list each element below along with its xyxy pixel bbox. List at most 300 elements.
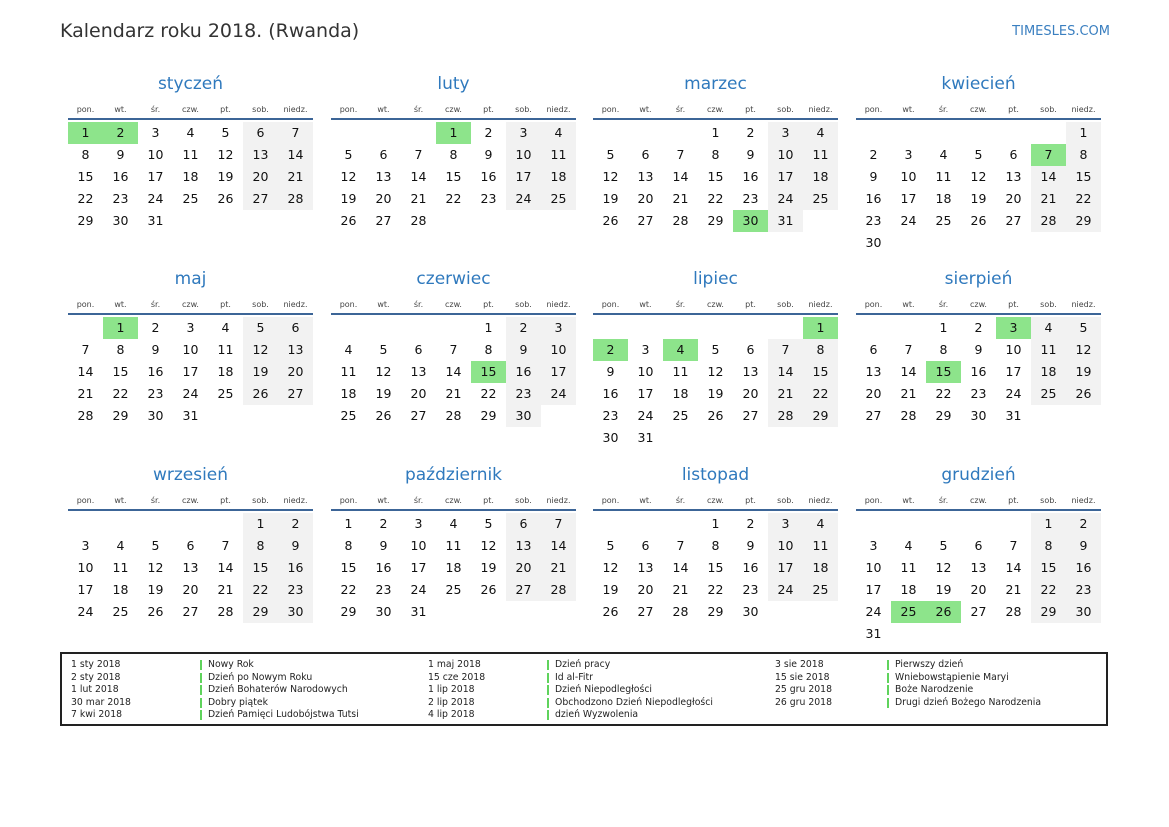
- week-row: [331, 513, 576, 535]
- day-cell: 16: [112, 169, 129, 184]
- week-row: [856, 166, 1101, 188]
- weekday-label: pt.: [220, 496, 231, 505]
- day-cell: 8: [344, 538, 353, 553]
- day-cell: 13: [182, 560, 199, 575]
- weekday-label: śr.: [150, 105, 161, 114]
- week-row: [593, 535, 838, 557]
- day-cell: 22: [803, 383, 838, 405]
- day-cell: 8: [1031, 535, 1066, 557]
- month-name: listopad: [681, 465, 750, 485]
- day-cell: 4: [449, 516, 458, 531]
- day-cell: 24: [182, 386, 199, 401]
- day-cell: 4: [939, 147, 948, 162]
- day-cell: 20: [970, 582, 987, 597]
- day-cell: 3: [904, 147, 913, 162]
- day-cell: 20: [637, 582, 654, 597]
- day-cell: 15: [1066, 166, 1101, 188]
- day-cell: 3: [641, 342, 650, 357]
- weekday-label: śr.: [938, 496, 949, 505]
- weekday-label: niedz.: [283, 496, 308, 505]
- day-cell: 21: [278, 166, 313, 188]
- empty-cell: [541, 405, 576, 427]
- day-cell: 31: [768, 210, 803, 232]
- day-cell: 25: [803, 188, 838, 210]
- weekday-header: [856, 492, 1101, 509]
- weekday-label: sob.: [252, 105, 269, 114]
- weekday-label: pon.: [339, 496, 358, 505]
- legend-marker: [200, 660, 202, 670]
- day-cell: 19: [970, 191, 987, 206]
- weekday-label: wt.: [902, 496, 915, 505]
- weekday-label: czw.: [182, 300, 199, 309]
- empty-cell: [208, 513, 243, 535]
- day-cell: 22: [243, 579, 278, 601]
- week-row: [331, 339, 576, 361]
- weekday-label: wt.: [902, 300, 915, 309]
- week-row: [68, 317, 313, 339]
- legend-holiday-name: [887, 672, 1041, 685]
- week-row: [593, 210, 838, 232]
- day-cell: 23: [742, 191, 759, 206]
- day-cell: 24: [506, 188, 541, 210]
- month-name: marzec: [684, 74, 747, 94]
- day-cell: 3: [151, 125, 160, 140]
- day-cell: 13: [375, 169, 392, 184]
- weekday-label: pon.: [601, 105, 620, 114]
- day-cell: 24: [637, 408, 654, 423]
- day-cell: 23: [112, 191, 129, 206]
- day-cell: 22: [707, 191, 724, 206]
- month-block: [331, 268, 576, 427]
- weekday-label: czw.: [182, 105, 199, 114]
- empty-cell: [891, 232, 926, 254]
- day-cell: 17: [77, 582, 94, 597]
- day-cell: 3: [768, 122, 803, 144]
- legend-marker: [200, 698, 202, 708]
- day-cell: 21: [672, 582, 689, 597]
- empty-cell: [733, 317, 768, 339]
- weekday-label: sob.: [777, 496, 794, 505]
- weekday-label: wt.: [377, 496, 390, 505]
- day-cell: 29: [803, 405, 838, 427]
- day-cell: 17: [768, 557, 803, 579]
- day-cell: 4: [221, 320, 230, 335]
- legend-marker: [887, 698, 889, 708]
- weekday-label: czw.: [707, 105, 724, 114]
- day-cell: 25: [182, 191, 199, 206]
- legend-date-column: [71, 659, 131, 722]
- day-cell: 10: [900, 169, 917, 184]
- day-cell: 13: [865, 364, 882, 379]
- day-cell: 29: [707, 213, 724, 228]
- weekday-label: sob.: [1040, 300, 1057, 309]
- day-cell: 25: [340, 408, 357, 423]
- day-cell: 28: [541, 579, 576, 601]
- empty-cell: [593, 513, 628, 535]
- week-row: [593, 361, 838, 383]
- legend-name-column: [200, 659, 359, 722]
- empty-cell: [856, 122, 891, 144]
- day-cell: 9: [506, 339, 541, 361]
- day-cell: 6: [379, 147, 388, 162]
- day-cell: 8: [243, 535, 278, 557]
- month-name: sierpień: [944, 269, 1013, 289]
- day-cell: 15: [340, 560, 357, 575]
- day-cell: 26: [602, 604, 619, 619]
- legend-holiday-name: [887, 697, 1041, 710]
- empty-cell: [278, 405, 313, 427]
- week-row: [331, 188, 576, 210]
- weekday-label: śr.: [675, 300, 686, 309]
- day-cell: 6: [506, 513, 541, 535]
- day-cell: 22: [935, 386, 952, 401]
- weekday-header: [68, 296, 313, 313]
- day-cell: 17: [768, 166, 803, 188]
- month-block: [68, 268, 313, 427]
- day-cell: 6: [641, 538, 650, 553]
- empty-cell: [366, 317, 401, 339]
- day-cell: 18: [541, 166, 576, 188]
- month-name: czerwiec: [416, 269, 491, 289]
- day-cell: 9: [746, 538, 755, 553]
- day-cell: 8: [711, 147, 720, 162]
- day-cell: 11: [900, 560, 917, 575]
- day-cell: 22: [1031, 579, 1066, 601]
- empty-cell: [243, 210, 278, 232]
- day-cell: 31: [1005, 408, 1022, 423]
- day-cell: 14: [77, 364, 94, 379]
- empty-cell: [663, 427, 698, 449]
- day-cell: 19: [707, 386, 724, 401]
- empty-cell: [856, 317, 891, 339]
- empty-cell: [803, 210, 838, 232]
- day-cell: 24: [768, 579, 803, 601]
- day-cell: 12: [243, 339, 278, 361]
- day-cell: 28: [445, 408, 462, 423]
- month-rule: [331, 118, 576, 120]
- day-cell: 8: [116, 342, 125, 357]
- day-cell: 7: [81, 342, 90, 357]
- day-cell: 12: [480, 538, 497, 553]
- day-cell: 17: [506, 166, 541, 188]
- day-cell: 11: [803, 535, 838, 557]
- legend-name-text: Dobry piątek: [208, 696, 268, 708]
- month-name: luty: [437, 74, 470, 94]
- weekday-label: sob.: [777, 105, 794, 114]
- day-cell: 24: [900, 213, 917, 228]
- day-cell: 29: [243, 601, 278, 623]
- weekday-label: śr.: [413, 300, 424, 309]
- day-cell: 30: [112, 213, 129, 228]
- day-cell: 30: [865, 235, 882, 250]
- day-cell: 6: [869, 342, 878, 357]
- week-row: [593, 513, 838, 535]
- weekday-label: pon.: [76, 300, 95, 309]
- week-row: [856, 405, 1101, 427]
- day-cell: 21: [541, 557, 576, 579]
- legend-date-column: [775, 659, 832, 709]
- legend-date: 15 cze 2018: [428, 671, 486, 683]
- weekday-label: pon.: [864, 105, 883, 114]
- day-cell: 29: [707, 604, 724, 619]
- day-cell: 17: [865, 582, 882, 597]
- day-cell: 5: [484, 516, 493, 531]
- week-row: [68, 144, 313, 166]
- legend-name-text: Dzień pracy: [555, 659, 611, 670]
- day-cell: 5: [974, 147, 983, 162]
- day-cell: 12: [217, 147, 234, 162]
- day-cell: 21: [672, 191, 689, 206]
- day-cell: 19: [602, 582, 619, 597]
- day-cell: 4: [803, 513, 838, 535]
- weekday-header: [593, 296, 838, 313]
- weekday-label: pon.: [601, 496, 620, 505]
- empty-cell: [628, 513, 663, 535]
- day-cell: 11: [1031, 339, 1066, 361]
- empty-cell: [628, 317, 663, 339]
- day-cell: 4: [116, 538, 125, 553]
- day-cell: 1: [1031, 513, 1066, 535]
- month-block: [856, 73, 1101, 254]
- empty-cell: [173, 210, 208, 232]
- day-cell: 7: [676, 147, 685, 162]
- weekday-label: sob.: [252, 496, 269, 505]
- day-cell: 15: [112, 364, 129, 379]
- week-row: [68, 513, 313, 535]
- day-cell: 13: [970, 560, 987, 575]
- empty-cell: [436, 210, 471, 232]
- weekday-label: pt.: [483, 300, 494, 309]
- day-cell: 7: [1009, 538, 1018, 553]
- day-cell: 31: [637, 430, 654, 445]
- empty-cell: [926, 232, 961, 254]
- month-block: [593, 73, 838, 232]
- empty-cell: [541, 601, 576, 623]
- holiday-day-cell: 15: [926, 361, 961, 383]
- day-cell: 10: [506, 144, 541, 166]
- day-cell: 5: [711, 342, 720, 357]
- day-cell: 15: [707, 169, 724, 184]
- week-row: [593, 166, 838, 188]
- week-row: [593, 405, 838, 427]
- empty-cell: [663, 122, 698, 144]
- day-cell: 26: [340, 213, 357, 228]
- legend-holiday-name: [887, 659, 1041, 672]
- day-cell: 11: [541, 144, 576, 166]
- day-cell: 11: [672, 364, 689, 379]
- day-cell: 12: [375, 364, 392, 379]
- empty-cell: [471, 210, 506, 232]
- month-rule: [68, 313, 313, 315]
- day-cell: 6: [243, 122, 278, 144]
- day-cell: 22: [707, 582, 724, 597]
- day-cell: 11: [803, 144, 838, 166]
- day-cell: 20: [375, 191, 392, 206]
- legend-name-column: [547, 659, 713, 722]
- empty-cell: [733, 427, 768, 449]
- week-row: [68, 122, 313, 144]
- weekday-label: pon.: [76, 105, 95, 114]
- empty-cell: [961, 232, 996, 254]
- month-block: [593, 268, 838, 449]
- legend-marker: [547, 660, 549, 670]
- holiday-day-cell: 26: [926, 601, 961, 623]
- day-cell: 9: [1066, 535, 1101, 557]
- empty-cell: [173, 513, 208, 535]
- weekday-label: pt.: [1008, 300, 1019, 309]
- month-name: grudzień: [941, 465, 1016, 485]
- week-row: [68, 383, 313, 405]
- empty-cell: [803, 427, 838, 449]
- week-row: [856, 339, 1101, 361]
- month-block: [331, 73, 576, 232]
- week-row: [593, 188, 838, 210]
- legend-name-text: Pierwszy dzień: [895, 659, 964, 670]
- empty-cell: [996, 623, 1031, 645]
- day-cell: 28: [672, 604, 689, 619]
- week-row: [856, 188, 1101, 210]
- site-link[interactable]: TIMESLES.COM: [1012, 24, 1110, 39]
- day-cell: 5: [379, 342, 388, 357]
- day-cell: 14: [541, 535, 576, 557]
- day-cell: 8: [711, 538, 720, 553]
- holiday-day-cell: 4: [663, 339, 698, 361]
- day-cell: 27: [970, 604, 987, 619]
- empty-cell: [436, 317, 471, 339]
- day-cell: 21: [445, 386, 462, 401]
- day-cell: 16: [375, 560, 392, 575]
- day-cell: 4: [803, 122, 838, 144]
- empty-cell: [1066, 405, 1101, 427]
- month-rule: [856, 118, 1101, 120]
- day-cell: 12: [147, 560, 164, 575]
- empty-cell: [436, 601, 471, 623]
- day-cell: 20: [182, 582, 199, 597]
- day-cell: 30: [506, 405, 541, 427]
- day-cell: 1: [711, 516, 720, 531]
- day-cell: 19: [602, 191, 619, 206]
- day-cell: 31: [865, 626, 882, 641]
- day-cell: 27: [243, 188, 278, 210]
- weekday-label: niedz.: [808, 105, 833, 114]
- weekday-label: czw.: [445, 105, 462, 114]
- day-cell: 28: [900, 408, 917, 423]
- empty-cell: [471, 601, 506, 623]
- day-cell: 24: [541, 383, 576, 405]
- week-row: [593, 339, 838, 361]
- day-cell: 3: [541, 317, 576, 339]
- week-row: [856, 361, 1101, 383]
- day-cell: 31: [182, 408, 199, 423]
- day-cell: 29: [480, 408, 497, 423]
- week-row: [593, 383, 838, 405]
- legend-date: 2 sty 2018: [71, 671, 121, 683]
- week-row: [856, 579, 1101, 601]
- weekday-label: sob.: [515, 300, 532, 309]
- day-cell: 4: [904, 538, 913, 553]
- weekday-label: śr.: [938, 105, 949, 114]
- week-row: [856, 144, 1101, 166]
- day-cell: 9: [606, 364, 615, 379]
- day-cell: 20: [506, 557, 541, 579]
- day-cell: 17: [900, 191, 917, 206]
- day-cell: 29: [340, 604, 357, 619]
- day-cell: 25: [672, 408, 689, 423]
- empty-cell: [103, 513, 138, 535]
- empty-cell: [891, 317, 926, 339]
- day-cell: 22: [1066, 188, 1101, 210]
- month-name: maj: [174, 269, 207, 289]
- day-cell: 23: [506, 383, 541, 405]
- day-cell: 5: [606, 147, 615, 162]
- day-cell: 14: [1005, 560, 1022, 575]
- day-cell: 30: [602, 430, 619, 445]
- week-row: [68, 405, 313, 427]
- weekday-label: niedz.: [808, 300, 833, 309]
- day-cell: 9: [746, 147, 755, 162]
- day-cell: 24: [1005, 386, 1022, 401]
- day-cell: 30: [742, 604, 759, 619]
- day-cell: 18: [935, 191, 952, 206]
- empty-cell: [331, 122, 366, 144]
- day-cell: 23: [147, 386, 164, 401]
- holiday-day-cell: 25: [891, 601, 926, 623]
- month-rule: [331, 313, 576, 315]
- day-cell: 28: [768, 405, 803, 427]
- legend-name-text: Wniebowstąpienie Maryi: [895, 671, 1009, 683]
- week-row: [68, 601, 313, 623]
- day-cell: 9: [278, 535, 313, 557]
- day-cell: 21: [1031, 188, 1066, 210]
- empty-cell: [663, 513, 698, 535]
- weekday-label: wt.: [114, 300, 127, 309]
- day-cell: 8: [81, 147, 90, 162]
- day-cell: 23: [480, 191, 497, 206]
- day-cell: 28: [672, 213, 689, 228]
- weekday-header: [593, 101, 838, 118]
- empty-cell: [891, 513, 926, 535]
- empty-cell: [698, 317, 733, 339]
- weekday-label: pt.: [483, 105, 494, 114]
- day-cell: 6: [746, 342, 755, 357]
- weekday-label: wt.: [377, 300, 390, 309]
- legend-holiday-name: [200, 697, 359, 710]
- empty-cell: [208, 210, 243, 232]
- weekday-label: niedz.: [546, 300, 571, 309]
- week-row: [856, 383, 1101, 405]
- week-row: [856, 232, 1101, 254]
- day-cell: 4: [186, 125, 195, 140]
- day-cell: 10: [77, 560, 94, 575]
- empty-cell: [278, 210, 313, 232]
- day-cell: 25: [1031, 383, 1066, 405]
- day-cell: 13: [637, 560, 654, 575]
- day-cell: 17: [1005, 364, 1022, 379]
- holiday-legend: [60, 652, 1108, 726]
- day-cell: 18: [1031, 361, 1066, 383]
- legend-date-column: [428, 659, 485, 722]
- day-cell: 5: [151, 538, 160, 553]
- day-cell: 26: [970, 213, 987, 228]
- weekday-label: sob.: [1040, 496, 1057, 505]
- day-cell: 26: [1066, 383, 1101, 405]
- empty-cell: [768, 317, 803, 339]
- day-cell: 16: [1066, 557, 1101, 579]
- day-cell: 20: [410, 386, 427, 401]
- empty-cell: [698, 427, 733, 449]
- legend-date: 26 gru 2018: [775, 696, 833, 708]
- day-cell: 10: [541, 339, 576, 361]
